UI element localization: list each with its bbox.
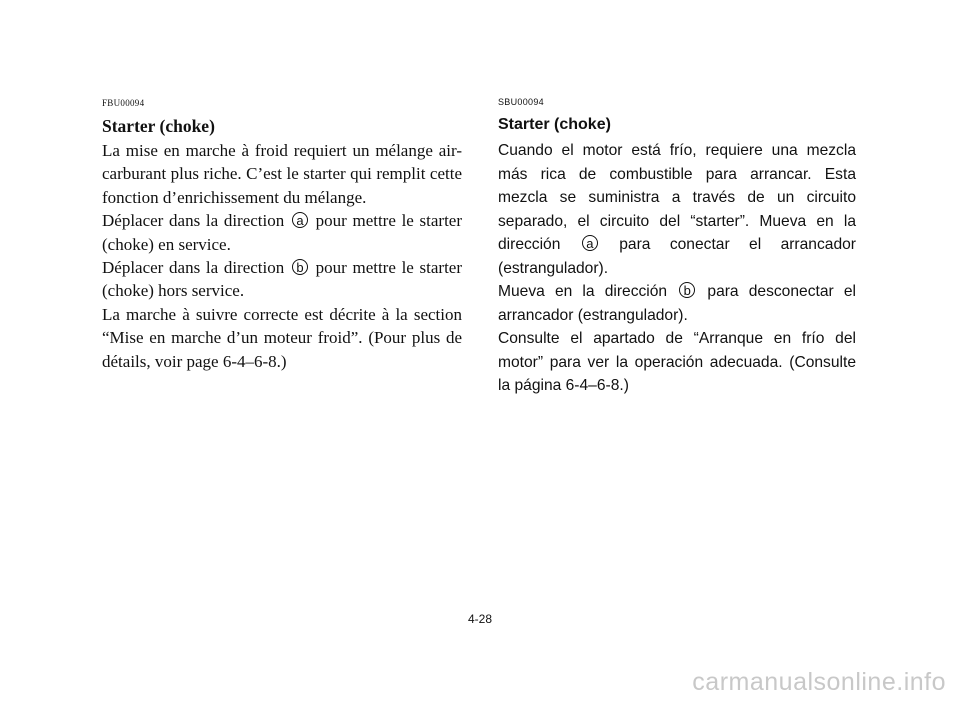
paragraph: [102, 256, 462, 303]
watermark: carmanualsonline.info: [692, 668, 946, 696]
paragraph: La marche à suivre correcte est décrite à la section “Mise en marche d’un moteur froid”. (Pour plus de détails, voir page 6-4–6-8.): [102, 304, 462, 371]
direction-marker-a-icon: a: [292, 212, 308, 228]
paragraph: [498, 139, 856, 280]
paragraph-text: Déplacer dans la direction: [102, 211, 285, 231]
direction-marker-b-icon: b: [679, 282, 695, 298]
paragraph: [498, 280, 856, 327]
page-number: 4-28: [467, 612, 493, 626]
paragraph: [102, 209, 462, 256]
paragraph-text: pour mettre le starter (choke) hors service.: [102, 258, 463, 301]
paragraph-text: Déplacer dans la direction: [102, 258, 285, 278]
section-body: [102, 139, 462, 373]
paragraph-text: Cuando el motor está frío, requiere una mezcla más rica de combustible para arrancar. Esta mezcla se suministra a través de un circuito separado, el circuito del “starter”. Mueva en la dirección: [498, 142, 856, 253]
section-title: Starter (choke): [102, 116, 215, 136]
paragraph-text: para conectar el arrancador (estrangulador).: [498, 236, 856, 277]
paragraph-text: pour mettre le starter (choke) en service.: [102, 211, 463, 254]
paragraph-text: para desconectar el arrancador (estrangulador).: [498, 283, 856, 324]
section-title: Starter (choke): [498, 116, 611, 133]
section-body: [498, 139, 856, 398]
paragraph: La mise en marche à froid requiert un mélange air-carburant plus riche. C’est le starter qui remplit cette fonction d’enrichissement du mélange.: [102, 141, 462, 207]
section-code: FBU00094: [102, 98, 145, 108]
paragraph-text: Mueva en la dirección: [498, 283, 668, 300]
direction-marker-a-icon: a: [582, 235, 598, 251]
paragraph: Consulte el apartado de “Arranque en frío del motor” para ver la operación adecuada. (Consulte la página 6-4–6-8.): [498, 330, 856, 394]
section-code: SBU00094: [498, 97, 544, 107]
direction-marker-b-icon: b: [292, 259, 308, 275]
